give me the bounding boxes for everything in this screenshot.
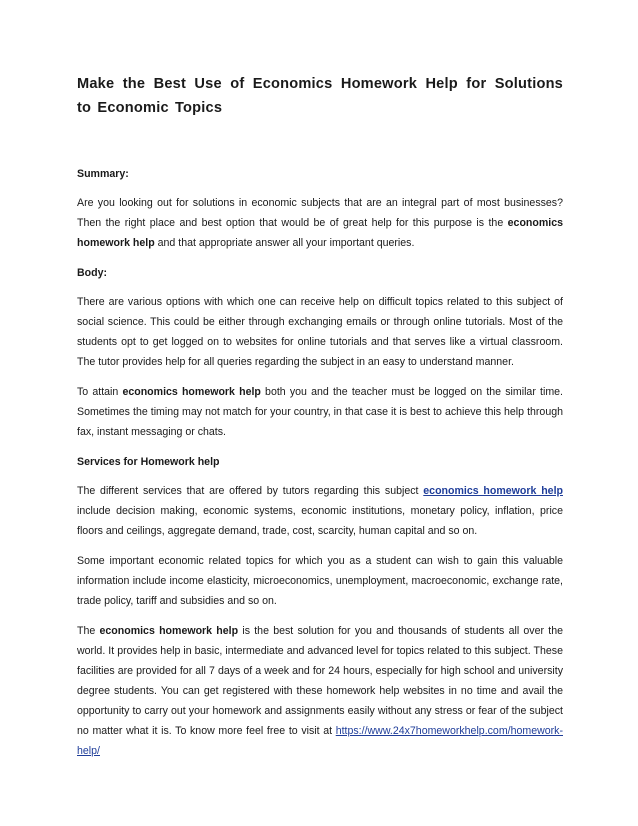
body-p2-text-2: both you and the teacher must be logged on the similar time. Sometimes the timing may not match for your country, in that case it is best to achieve this help through fax, instant messaging or chats. (77, 386, 563, 438)
services-p3-text-2: is the best solution for you and thousands of students all over the world. It provides help in basic, intermediate and advanced level for topics related to this subject. These facilities are provided for all 7 days of a week and for 24 hours, especially for high school and university degree students. You can get registered with these homework help websites in no time and avail the opportunity to carry out your homework and assignments easily without any stress or fear of the subject no matter what it is. To know more feel free to visit at (77, 625, 563, 737)
document-content (77, 72, 563, 761)
homework-help-url-link[interactable]: https://www.24x7homeworkhelp.com/homework-help/ (77, 725, 563, 757)
summary-paragraph (77, 193, 563, 253)
services-p3-text-1: The (77, 625, 100, 637)
services-heading: Services for Homework help (77, 456, 220, 468)
economics-homework-help-link[interactable]: economics homework help (423, 485, 563, 497)
services-p1-text-2: include decision making, economic systems, economic institutions, monetary policy, inflation, price floors and ceilings, aggregate demand, trade, cost, scarcity, human capital and so on. (77, 505, 563, 537)
services-p1-text-1: The different services that are offered by tutors regarding this subject (77, 485, 424, 497)
summary-text-1: Are you looking out for solutions in economic subjects that are an integral part of most businesses? Then the right place and best option that would be of great help for this purpose is the (77, 197, 563, 229)
body-paragraph-2 (77, 382, 563, 442)
summary-text-2: and that appropriate answer all your important queries. (154, 237, 415, 249)
body-p2-text-1: To attain (77, 386, 123, 398)
services-paragraph-1 (77, 481, 563, 541)
body-heading: Body: (77, 267, 108, 279)
services-p3-keyword: economics homework help (99, 625, 239, 637)
body-paragraph-1: There are various options with which one can receive help on difficult topics related to this subject of social science. This could be either through exchanging emails or through online tutorials. Most of the students opt to get logged on to websites for online tutorials and that serves like a virtual classroom. The tutor provides help for all queries regarding the subject in an easy to understand manner. (77, 296, 563, 368)
document-title: Make the Best Use of Economics Homework Help for Solutions to Economic Topics (77, 76, 563, 116)
body-p2-keyword: economics homework help (122, 386, 261, 398)
summary-keyword: economics homework help (77, 217, 563, 249)
services-paragraph-3 (77, 621, 563, 761)
summary-heading: Summary: (77, 168, 129, 180)
services-paragraph-2: Some important economic related topics for which you as a student can wish to gain this valuable information include income elasticity, microeconomics, unemployment, macroeconomic, exchange rate, trade policy, tariff and subsidies and so on. (77, 555, 563, 607)
